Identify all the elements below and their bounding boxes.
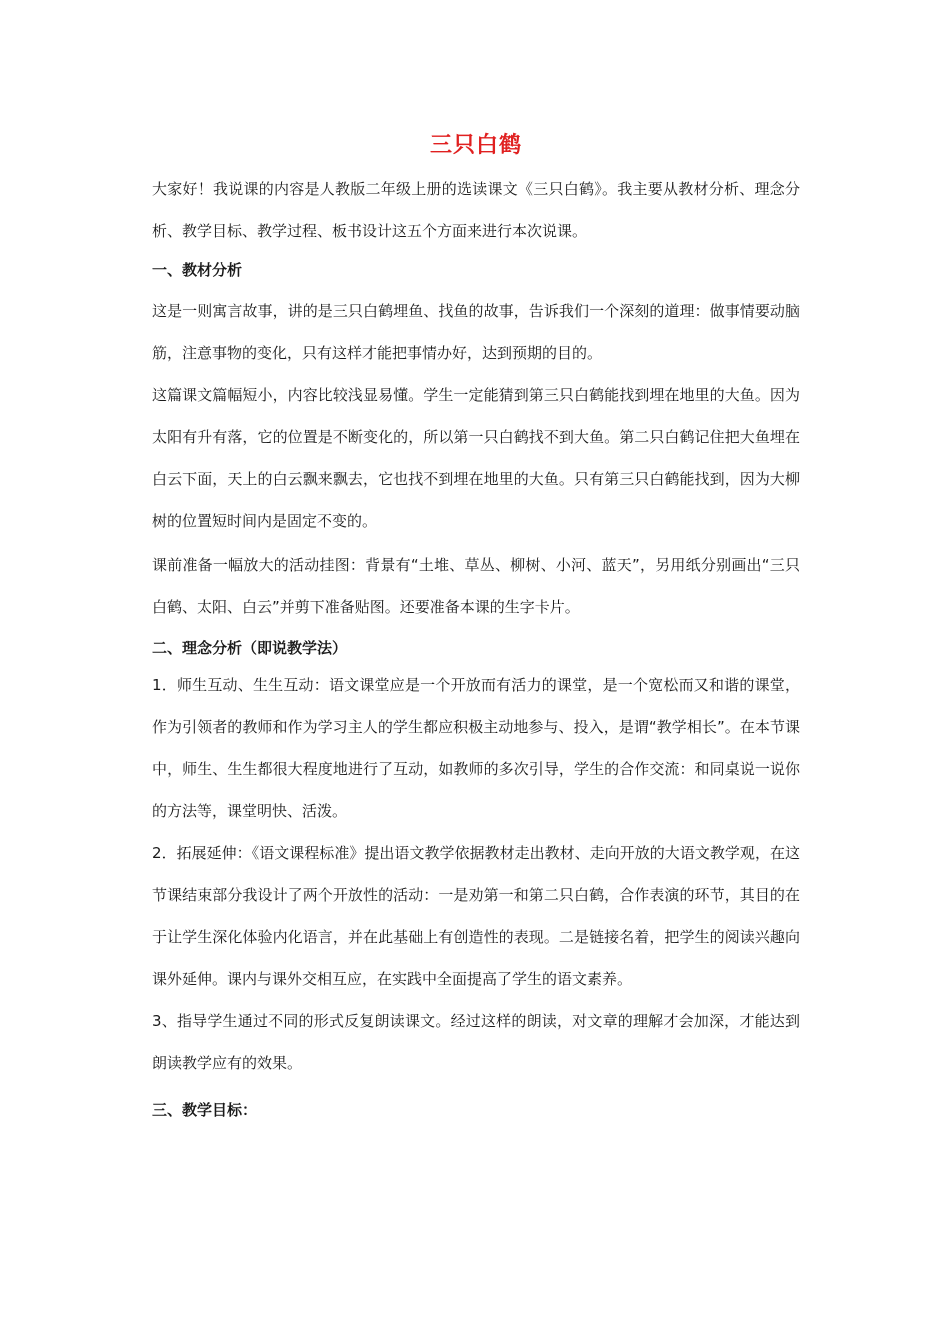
concepts-paragraph-2: 2．拓展延伸：《语文课程标准》提出语文教学依据教材走出教材、走向开放的大语文教学观，在这节课结束部分我设计了两个开放性的活动：一是劝第一和第二只白鹤，合作表演的环节，其目的在于让学生深化体验内化语言，并在此基础上有创造性的表现。二是链接名着，把学生的阅读兴趣向课外延伸。课内与课外交相互应，在实践中全面提高了学生的语文素养。	[152, 844, 800, 988]
intro-paragraph: 大家好！我说课的内容是人教版二年级上册的选读课文《三只白鹤》。我主要从教材分析、理念分析、教学目标、教学过程、板书设计这五个方面来进行本次说课。	[152, 180, 800, 240]
concepts-paragraph-3: 3、指导学生通过不同的形式反复朗读课文。经过这样的朗读，对文章的理解才会加深，才能达到朗读教学应有的效果。	[152, 1012, 800, 1072]
materials-paragraph-2: 这篇课文篇幅短小，内容比较浅显易懂。学生一定能猜到第三只白鹤能找到埋在地里的大鱼。因为太阳有升有落，它的位置是不断变化的，所以第一只白鹤找不到大鱼。第二只白鹤记住把大鱼埋在白云下面，天上的白云飘来飘去，它也找不到埋在地里的大鱼。只有第三只白鹤能找到，因为大柳树的位置短时间内是固定不变的。	[152, 386, 800, 530]
materials-paragraph-1: 这是一则寓言故事，讲的是三只白鹤埋鱼、找鱼的故事，告诉我们一个深刻的道理：做事情要动脑筋，注意事物的变化，只有这样才能把事情办好，达到预期的目的。	[152, 302, 800, 362]
section-heading-objectives: 三、教学目标：	[152, 1101, 258, 1119]
document-title: 三只白鹤	[429, 133, 522, 158]
concepts-paragraph-1: 1．师生互动、生生互动：语文课堂应是一个开放而有活力的课堂，是一个宽松而又和谐的课堂，作为引领者的教师和作为学习主人的学生都应积极主动地参与、投入，是谓“教学相长”。在本节课中，师生、生生都很大程度地进行了互动，如教师的多次引导，学生的合作交流：和同桌说一说你的方法等，课堂明快、活泼。	[152, 676, 800, 820]
section-heading-materials: 一、教材分析	[152, 261, 243, 279]
section-heading-concepts: 二、理念分析（即说教学法）	[152, 639, 348, 657]
materials-paragraph-3: 课前准备一幅放大的活动挂图：背景有“土堆、草丛、柳树、小河、蓝天”，另用纸分别画出“三只白鹤、太阳、白云”并剪下准备贴图。还要准备本课的生字卡片。	[152, 556, 800, 616]
document-page	[152, 130, 800, 1126]
